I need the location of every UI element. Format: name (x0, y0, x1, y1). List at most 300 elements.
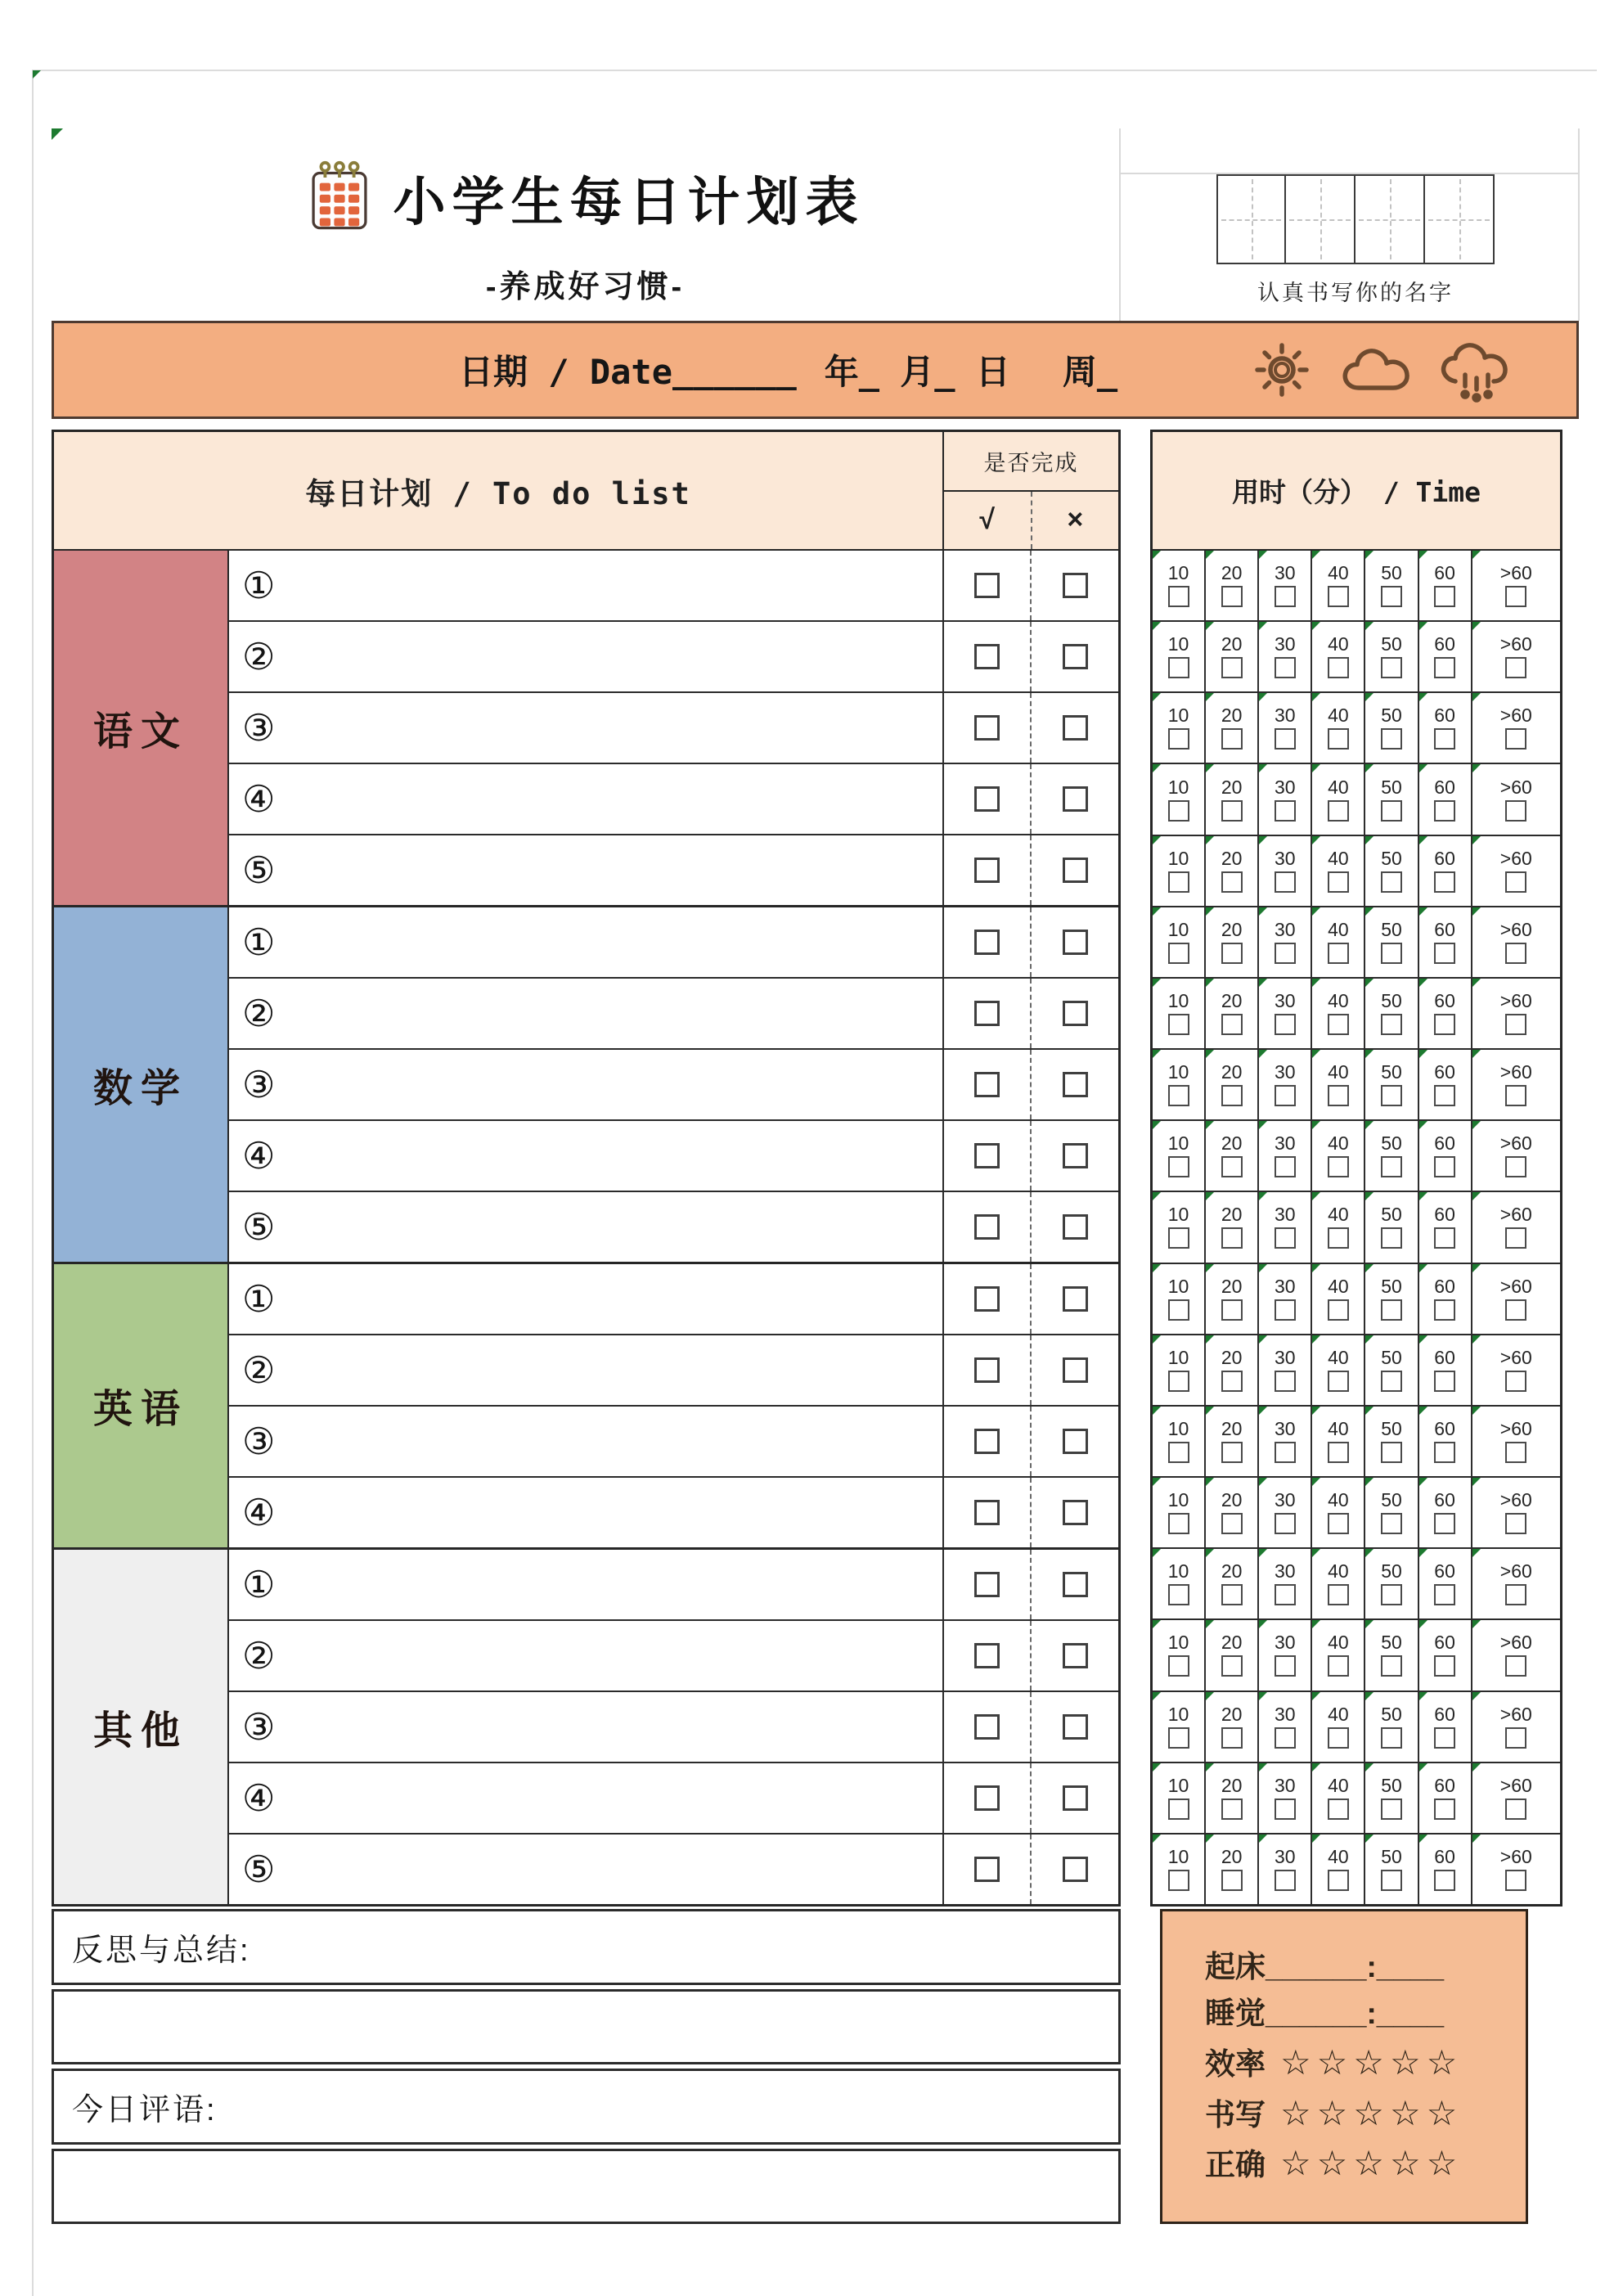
time-option-checkbox[interactable] (1434, 1371, 1455, 1392)
time-row (1153, 691, 1560, 763)
time-option-checkbox[interactable] (1381, 1227, 1402, 1249)
done-check-cell (942, 1692, 1030, 1762)
time-option-checkbox[interactable] (1221, 1371, 1243, 1392)
date-blank-field[interactable]: ______ (672, 349, 797, 390)
time-option-checkbox[interactable] (1505, 1727, 1526, 1749)
todo-item-field[interactable] (229, 907, 942, 977)
done-cross-cell (1030, 1478, 1118, 1547)
time-option-checkbox[interactable] (1221, 800, 1243, 822)
time-option-checkbox[interactable] (1275, 1584, 1296, 1605)
reflection-row[interactable] (52, 1909, 1121, 1985)
time-option-checkbox[interactable] (1221, 1655, 1243, 1677)
time-option-checkbox[interactable] (1505, 1371, 1526, 1392)
time-option-checkbox[interactable] (1221, 1513, 1243, 1534)
time-option-checkbox[interactable] (1434, 1727, 1455, 1749)
time-option-checkbox[interactable] (1168, 1870, 1189, 1891)
time-option-label: 40 (1328, 705, 1349, 727)
time-option-checkbox[interactable] (1275, 1085, 1296, 1106)
time-option-label: 40 (1328, 847, 1349, 869)
time-option-checkbox[interactable] (1328, 1085, 1349, 1106)
time-option-checkbox[interactable] (1434, 1014, 1455, 1035)
comment-marker-icon (1472, 1407, 1481, 1415)
wake-hour-field[interactable]: ______ (1266, 1949, 1367, 1983)
todo-header-label: 每日计划 / To do list (54, 432, 942, 549)
todo-item-field[interactable] (229, 764, 942, 834)
time-option-checkbox[interactable] (1168, 1299, 1189, 1321)
comment-marker-icon (1365, 764, 1373, 772)
name-box[interactable] (1286, 174, 1355, 264)
todo-item-field[interactable] (229, 622, 942, 691)
time-option-checkbox[interactable] (1275, 800, 1296, 822)
done-check-cell (942, 907, 1030, 977)
time-option-cell (1311, 1692, 1364, 1762)
time-option-cell (1204, 1192, 1257, 1262)
time-option-checkbox[interactable] (1168, 1655, 1189, 1677)
todo-item-field[interactable] (229, 1264, 942, 1334)
done-cross-cell (1030, 622, 1118, 691)
time-option-checkbox[interactable] (1434, 1299, 1455, 1321)
time-option-checkbox[interactable] (1275, 871, 1296, 893)
comment-marker-icon (1312, 1478, 1320, 1486)
time-option-label: 60 (1434, 1061, 1455, 1083)
done-cross-checkbox[interactable] (1063, 1214, 1088, 1240)
todo-item-field[interactable] (229, 693, 942, 763)
time-option-checkbox[interactable] (1505, 1655, 1526, 1677)
time-option-checkbox[interactable] (1381, 1014, 1402, 1035)
time-option-checkbox[interactable] (1328, 800, 1349, 822)
time-option-checkbox[interactable] (1328, 1799, 1349, 1820)
time-option-checkbox[interactable] (1505, 728, 1526, 750)
name-box[interactable] (1216, 174, 1286, 264)
comment-marker-icon (1365, 1407, 1373, 1415)
time-option-checkbox[interactable] (1221, 1227, 1243, 1249)
todo-item-field[interactable] (229, 835, 942, 905)
time-option-checkbox[interactable] (1328, 1870, 1349, 1891)
time-option-checkbox[interactable] (1434, 871, 1455, 893)
done-cross-checkbox[interactable] (1063, 573, 1088, 598)
time-option-checkbox[interactable] (1328, 1371, 1349, 1392)
time-option-checkbox[interactable] (1434, 1799, 1455, 1820)
cloud-icon[interactable] (1339, 339, 1414, 401)
time-option-checkbox[interactable] (1168, 1156, 1189, 1177)
time-option-checkbox[interactable] (1505, 1227, 1526, 1249)
done-check-checkbox[interactable] (974, 1429, 1000, 1454)
comment-marker-icon (1206, 1692, 1214, 1700)
time-option-label: 40 (1328, 1703, 1349, 1725)
done-cross-checkbox[interactable] (1063, 930, 1088, 955)
time-option-checkbox[interactable] (1381, 1371, 1402, 1392)
time-option-cell (1418, 1407, 1471, 1476)
time-option-cell (1471, 1050, 1560, 1119)
comment-marker-icon (1206, 907, 1214, 916)
time-option-checkbox[interactable] (1168, 1727, 1189, 1749)
done-check-checkbox[interactable] (974, 1857, 1000, 1882)
time-option-checkbox[interactable] (1168, 1513, 1189, 1534)
comment-marker-icon (1472, 1478, 1481, 1486)
comment-marker-icon (1472, 979, 1481, 987)
time-option-checkbox[interactable] (1328, 1156, 1349, 1177)
time-option-checkbox[interactable] (1275, 1870, 1296, 1891)
time-option-checkbox[interactable] (1275, 1442, 1296, 1463)
todo-item-field[interactable] (229, 979, 942, 1048)
sleep-minute-field[interactable]: ____ (1376, 1996, 1445, 2030)
todo-item-field[interactable] (229, 551, 942, 620)
time-option-checkbox[interactable] (1328, 1584, 1349, 1605)
time-option-checkbox[interactable] (1434, 1870, 1455, 1891)
done-cross-checkbox[interactable] (1063, 644, 1088, 669)
time-option-checkbox[interactable] (1168, 1799, 1189, 1820)
done-cross-checkbox[interactable] (1063, 1001, 1088, 1026)
time-option-checkbox[interactable] (1221, 1442, 1243, 1463)
time-option-cell (1471, 1407, 1560, 1476)
time-option-checkbox[interactable] (1168, 1371, 1189, 1392)
todo-table (52, 430, 1121, 1907)
done-check-checkbox[interactable] (974, 1357, 1000, 1383)
done-cross-checkbox[interactable] (1063, 1072, 1088, 1097)
done-cross-checkbox[interactable] (1063, 1785, 1088, 1811)
sleep-hour-field[interactable]: ______ (1266, 1996, 1367, 2030)
time-option-cell (1311, 1192, 1364, 1262)
todo-item-field[interactable] (229, 1835, 942, 1904)
time-option-cell (1153, 1335, 1204, 1405)
time-option-checkbox[interactable] (1221, 1727, 1243, 1749)
time-option-cell (1311, 693, 1364, 763)
time-option-checkbox[interactable] (1381, 1156, 1402, 1177)
time-option-label: 50 (1381, 776, 1402, 798)
time-row (1153, 835, 1560, 906)
comment-marker-icon (1472, 1192, 1481, 1200)
done-cross-checkbox[interactable] (1063, 1643, 1088, 1668)
time-option-cell (1153, 1407, 1204, 1476)
name-writing-grid[interactable] (1216, 174, 1495, 264)
time-option-cell (1364, 551, 1417, 620)
reflection-empty-row[interactable] (52, 2149, 1121, 2225)
done-check-checkbox[interactable] (974, 786, 1000, 812)
time-option-checkbox[interactable] (1275, 728, 1296, 750)
todo-item-field[interactable] (229, 1550, 942, 1619)
time-option-checkbox[interactable] (1434, 1442, 1455, 1463)
comment-marker-icon (1365, 1264, 1373, 1272)
time-option-checkbox[interactable] (1381, 1655, 1402, 1677)
time-option-checkbox[interactable] (1381, 1085, 1402, 1106)
time-option-cell (1311, 1264, 1364, 1334)
time-option-checkbox[interactable] (1221, 1799, 1243, 1820)
time-option-checkbox[interactable] (1505, 1085, 1526, 1106)
subject-label: 其他 (54, 1550, 227, 1904)
time-option-checkbox[interactable] (1434, 800, 1455, 822)
done-cross-checkbox[interactable] (1063, 858, 1088, 883)
time-option-checkbox[interactable] (1275, 1513, 1296, 1534)
time-option-checkbox[interactable] (1328, 1014, 1349, 1035)
time-option-checkbox[interactable] (1275, 657, 1296, 678)
time-option-checkbox[interactable] (1381, 1513, 1402, 1534)
time-option-checkbox[interactable] (1328, 1442, 1349, 1463)
time-option-checkbox[interactable] (1328, 657, 1349, 678)
time-option-label: 30 (1274, 1132, 1296, 1155)
todo-item-field[interactable] (229, 1050, 942, 1119)
time-option-checkbox[interactable] (1168, 1442, 1189, 1463)
time-option-checkbox[interactable] (1221, 586, 1243, 607)
time-option-cell (1311, 836, 1364, 906)
comment-marker-icon (1419, 622, 1427, 630)
time-option-checkbox[interactable] (1381, 586, 1402, 607)
time-option-checkbox[interactable] (1168, 1227, 1189, 1249)
time-option-checkbox[interactable] (1381, 657, 1402, 678)
time-option-checkbox[interactable] (1434, 728, 1455, 750)
done-header-label: 是否完成 (944, 432, 1118, 492)
done-check-checkbox[interactable] (974, 1785, 1000, 1811)
time-option-checkbox[interactable] (1275, 1371, 1296, 1392)
time-option-checkbox[interactable] (1505, 871, 1526, 893)
time-panel (1150, 430, 1562, 1907)
todo-item-field[interactable] (229, 1478, 942, 1547)
time-option-checkbox[interactable] (1381, 728, 1402, 750)
time-option-checkbox[interactable] (1221, 1156, 1243, 1177)
done-cross-checkbox[interactable] (1063, 715, 1088, 741)
done-check-checkbox[interactable] (974, 1286, 1000, 1312)
done-check-checkbox[interactable] (974, 858, 1000, 883)
done-check-checkbox[interactable] (974, 1001, 1000, 1026)
done-cross-checkbox[interactable] (1063, 1429, 1088, 1454)
todo-item-field[interactable] (229, 1121, 942, 1191)
time-option-checkbox[interactable] (1275, 1156, 1296, 1177)
comment-marker-icon (1419, 1050, 1427, 1058)
comment-marker-icon (1365, 1050, 1373, 1058)
reflection-empty-row[interactable] (52, 1989, 1121, 2065)
time-option-checkbox[interactable] (1434, 1513, 1455, 1534)
reflection-label: 今日评语: (72, 2092, 218, 2127)
todo-item-field[interactable] (229, 1192, 942, 1262)
todo-item-field[interactable] (229, 1407, 942, 1476)
time-option-checkbox[interactable] (1328, 943, 1349, 964)
time-option-checkbox[interactable] (1221, 728, 1243, 750)
time-option-checkbox[interactable] (1328, 871, 1349, 893)
time-option-checkbox[interactable] (1221, 1870, 1243, 1891)
comment-marker-icon (1312, 693, 1320, 701)
comment-marker-icon (1259, 1835, 1267, 1843)
time-option-checkbox[interactable] (1275, 1227, 1296, 1249)
done-check-checkbox[interactable] (974, 1572, 1000, 1597)
time-option-checkbox[interactable] (1381, 1727, 1402, 1749)
time-option-cell (1257, 1478, 1311, 1547)
time-option-cell (1311, 907, 1364, 977)
done-cross-checkbox[interactable] (1063, 1572, 1088, 1597)
done-check-checkbox[interactable] (974, 1214, 1000, 1240)
time-option-checkbox[interactable] (1168, 1085, 1189, 1106)
done-cross-checkbox[interactable] (1063, 1357, 1088, 1383)
time-option-checkbox[interactable] (1381, 1442, 1402, 1463)
time-option-checkbox[interactable] (1168, 800, 1189, 822)
year-month-day-label[interactable]: 年_ 月_ 日 (824, 352, 1010, 392)
name-caption: 认真书写你的名字 (1257, 281, 1454, 305)
time-option-checkbox[interactable] (1168, 657, 1189, 678)
time-option-label: 60 (1434, 990, 1455, 1012)
done-cross-checkbox[interactable] (1063, 1857, 1088, 1882)
time-option-checkbox[interactable] (1381, 1299, 1402, 1321)
time-option-checkbox[interactable] (1168, 1014, 1189, 1035)
time-option-label: 30 (1274, 1845, 1296, 1867)
comment-marker-icon (1365, 1335, 1373, 1344)
done-cross-checkbox[interactable] (1063, 1143, 1088, 1168)
comment-marker-icon (1472, 1692, 1481, 1700)
time-option-cell (1418, 1763, 1471, 1833)
comment-marker-icon (1365, 693, 1373, 701)
time-option-label: 20 (1221, 1560, 1243, 1582)
rating-stars[interactable]: ☆☆☆☆☆ (1280, 2043, 1463, 2082)
time-option-checkbox[interactable] (1328, 1727, 1349, 1749)
time-option-checkbox[interactable] (1168, 1584, 1189, 1605)
wake-minute-field[interactable]: ____ (1376, 1949, 1445, 1983)
time-option-checkbox[interactable] (1434, 1584, 1455, 1605)
done-check-checkbox[interactable] (974, 1643, 1000, 1668)
time-option-checkbox[interactable] (1221, 943, 1243, 964)
done-check-checkbox[interactable] (974, 1143, 1000, 1168)
time-option-label: 10 (1167, 633, 1189, 655)
time-option-label: 30 (1274, 1417, 1296, 1439)
time-option-checkbox[interactable] (1221, 1299, 1243, 1321)
comment-marker-icon (1206, 551, 1214, 559)
done-cross-cell (1030, 1264, 1118, 1334)
time-option-checkbox[interactable] (1275, 1014, 1296, 1035)
time-option-checkbox[interactable] (1221, 1085, 1243, 1106)
time-option-cell (1364, 1620, 1417, 1690)
weekday-label[interactable]: 周_ (1062, 352, 1118, 392)
reflection-row[interactable] (52, 2069, 1121, 2145)
time-option-checkbox[interactable] (1505, 1156, 1526, 1177)
time-option-checkbox[interactable] (1434, 943, 1455, 964)
time-option-label: 60 (1434, 1204, 1455, 1226)
time-row (1153, 1762, 1560, 1833)
rating-stars[interactable]: ☆☆☆☆☆ (1280, 2144, 1463, 2182)
rating-stars[interactable]: ☆☆☆☆☆ (1280, 2093, 1463, 2132)
done-cross-checkbox[interactable] (1063, 1500, 1088, 1525)
todo-row (229, 977, 1118, 1048)
time-option-label: 10 (1167, 1417, 1189, 1439)
time-option-checkbox[interactable] (1505, 800, 1526, 822)
time-option-checkbox[interactable] (1434, 1655, 1455, 1677)
comment-marker-icon (1472, 1264, 1481, 1272)
time-option-label: 10 (1167, 1703, 1189, 1725)
time-option-checkbox[interactable] (1275, 1299, 1296, 1321)
name-box[interactable] (1355, 174, 1425, 264)
time-option-checkbox[interactable] (1328, 728, 1349, 750)
item-number: ⑤ (242, 1848, 276, 1891)
name-box[interactable] (1425, 174, 1495, 264)
time-option-cell (1471, 1835, 1560, 1904)
time-option-checkbox[interactable] (1275, 943, 1296, 964)
time-option-cell (1471, 1549, 1560, 1618)
done-check-checkbox[interactable] (974, 715, 1000, 741)
comment-marker-icon (1365, 622, 1373, 630)
time-option-cell (1418, 551, 1471, 620)
time-option-checkbox[interactable] (1505, 943, 1526, 964)
rain-icon[interactable] (1437, 335, 1513, 404)
done-check-checkbox[interactable] (974, 573, 1000, 598)
time-option-label: 10 (1167, 1132, 1189, 1155)
time-option-checkbox[interactable] (1434, 586, 1455, 607)
time-option-checkbox[interactable] (1505, 586, 1526, 607)
time-option-label: 50 (1381, 562, 1402, 584)
time-option-checkbox[interactable] (1381, 1584, 1402, 1605)
time-option-checkbox[interactable] (1381, 943, 1402, 964)
time-option-checkbox[interactable] (1168, 586, 1189, 607)
time-option-checkbox[interactable] (1381, 1870, 1402, 1891)
done-cross-checkbox[interactable] (1063, 1286, 1088, 1312)
time-option-checkbox[interactable] (1328, 1299, 1349, 1321)
item-number: ② (242, 1348, 276, 1391)
time-option-label: 40 (1328, 1560, 1349, 1582)
time-option-checkbox[interactable] (1434, 1227, 1455, 1249)
time-option-checkbox[interactable] (1275, 1655, 1296, 1677)
sun-icon[interactable] (1248, 335, 1316, 404)
todo-item-field[interactable] (229, 1621, 942, 1690)
time-option-checkbox[interactable] (1328, 1227, 1349, 1249)
time-option-cell (1153, 1192, 1204, 1262)
done-check-checkbox[interactable] (974, 644, 1000, 669)
subject-rows (227, 551, 1118, 905)
todo-table-body (54, 551, 1118, 1904)
time-option-checkbox[interactable] (1275, 1799, 1296, 1820)
time-option-checkbox[interactable] (1221, 657, 1243, 678)
time-option-checkbox[interactable] (1505, 1870, 1526, 1891)
time-option-cell (1204, 836, 1257, 906)
time-option-checkbox[interactable] (1505, 1799, 1526, 1820)
done-check-checkbox[interactable] (974, 1714, 1000, 1740)
time-option-label: 40 (1328, 1204, 1349, 1226)
subject-label: 数学 (54, 907, 227, 1262)
todo-item-field[interactable] (229, 1335, 942, 1405)
time-option-checkbox[interactable] (1434, 1085, 1455, 1106)
time-option-checkbox[interactable] (1221, 871, 1243, 893)
done-check-checkbox[interactable] (974, 1072, 1000, 1097)
time-option-checkbox[interactable] (1505, 657, 1526, 678)
done-cross-checkbox[interactable] (1063, 1714, 1088, 1740)
time-option-checkbox[interactable] (1328, 1513, 1349, 1534)
time-row (1153, 977, 1560, 1048)
time-option-checkbox[interactable] (1328, 1655, 1349, 1677)
comment-marker-icon (1259, 836, 1267, 844)
time-option-checkbox[interactable] (1221, 1014, 1243, 1035)
time-option-checkbox[interactable] (1505, 1442, 1526, 1463)
todo-item-field[interactable] (229, 1763, 942, 1833)
time-option-checkbox[interactable] (1505, 1584, 1526, 1605)
time-option-checkbox[interactable] (1505, 1014, 1526, 1035)
done-check-checkbox[interactable] (974, 930, 1000, 955)
time-option-checkbox[interactable] (1275, 1727, 1296, 1749)
time-option-checkbox[interactable] (1434, 1156, 1455, 1177)
done-cross-checkbox[interactable] (1063, 786, 1088, 812)
todo-item-field[interactable] (229, 1692, 942, 1762)
time-option-checkbox[interactable] (1221, 1584, 1243, 1605)
time-option-label: 40 (1328, 990, 1349, 1012)
time-option-checkbox[interactable] (1505, 1299, 1526, 1321)
time-option-checkbox[interactable] (1434, 657, 1455, 678)
time-row (1153, 620, 1560, 691)
time-option-checkbox[interactable] (1168, 728, 1189, 750)
todo-row (229, 1476, 1118, 1547)
time-option-cell (1311, 1620, 1364, 1690)
time-option-checkbox[interactable] (1381, 871, 1402, 893)
time-option-checkbox[interactable] (1168, 943, 1189, 964)
time-option-checkbox[interactable] (1168, 871, 1189, 893)
done-check-checkbox[interactable] (974, 1500, 1000, 1525)
time-option-checkbox[interactable] (1328, 586, 1349, 607)
comment-marker-icon (1472, 764, 1481, 772)
time-option-checkbox[interactable] (1275, 586, 1296, 607)
time-option-checkbox[interactable] (1381, 800, 1402, 822)
time-option-checkbox[interactable] (1381, 1799, 1402, 1820)
time-option-checkbox[interactable] (1505, 1513, 1526, 1534)
